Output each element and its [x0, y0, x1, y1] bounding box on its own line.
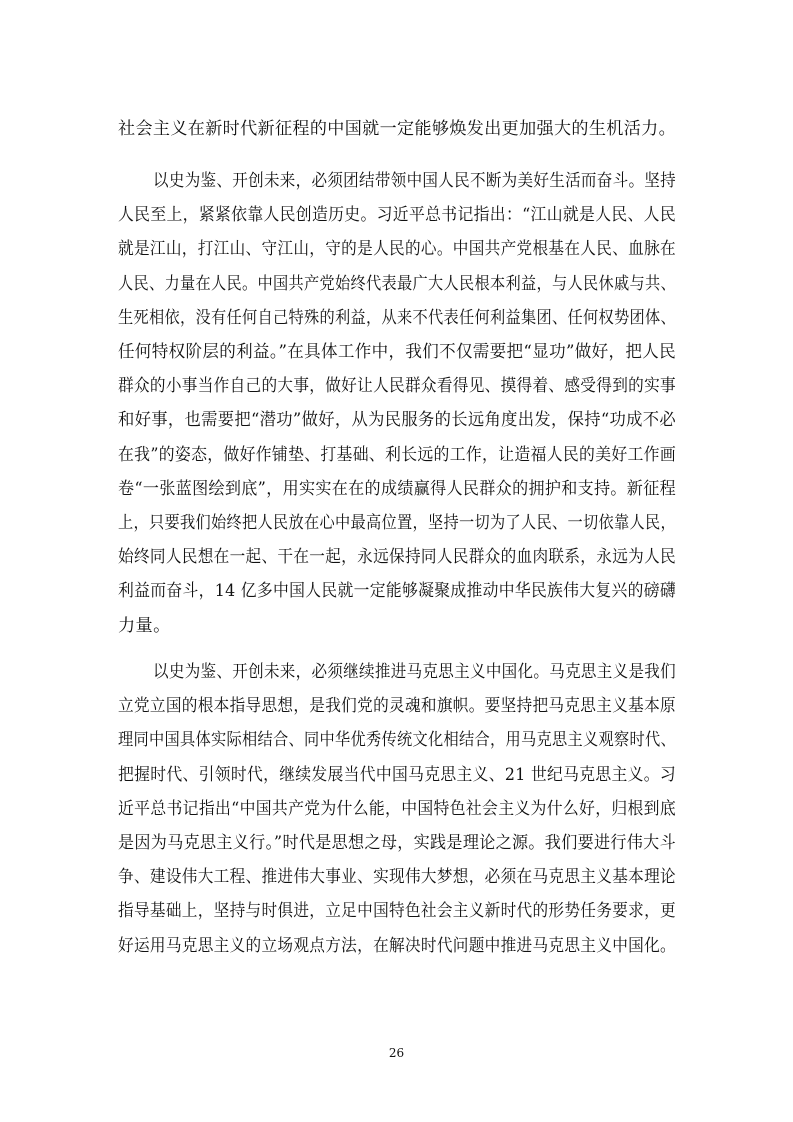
- text-line: 好运用马克思主义的立场观点方法，在解决时代问题中推进马克思主义中国化。: [118, 935, 676, 956]
- text-line: 社会主义在新时代新征程的中国就一定能够焕发出更加强大的生机活力。: [118, 119, 677, 139]
- page-number: 26: [388, 1046, 405, 1060]
- text-line: 始终同人民想在一起、干在一起，永远保持同人民群众的血肉联系，永远为人民: [118, 547, 676, 568]
- text-line: 争、建设伟大工程、推进伟大事业、实现伟大梦想，必须在马克思主义基本理论: [118, 867, 676, 888]
- text-line: 立党立国的根本指导思想，是我们党的灵魂和旗帜。要坚持把马克思主义基本原: [118, 696, 676, 717]
- text-line: 以史为鉴、开创未来，必须团结带领中国人民不断为美好生活而奋斗。坚持: [153, 171, 677, 191]
- text-line: 生死相依，没有任何自己特殊的利益，从来不代表任何利益集团、任何权势团体、: [118, 307, 676, 328]
- text-line: 力量。: [118, 615, 171, 636]
- text-line: 和好事，也需要把“潜功”做好，从为民服务的长远角度出发，保持“功成不必: [118, 410, 677, 431]
- text-line: 人民至上，紧紧依靠人民创造历史。习近平总书记指出：“江山就是人民、人民: [118, 205, 677, 226]
- text-line: 就是江山，打江山、守江山，守的是人民的心。中国共产党根基在人民、血脉在: [118, 239, 676, 260]
- text-line: 理同中国具体实际相结合、同中华优秀传统文化相结合，用马克思主义观察时代、: [118, 730, 676, 751]
- text-line: 群众的小事当作自己的大事，做好让人民群众看得见、摸得着、感受得到的实事: [118, 376, 676, 397]
- text-line: 利益而奋斗，14 亿多中国人民就一定能够凝聚成推动中华民族伟大复兴的磅礴: [118, 581, 677, 602]
- text-line: 把握时代、引领时代，继续发展当代中国马克思主义、21 世纪马克思主义。习: [118, 764, 677, 785]
- text-line: 是因为马克思主义行。”时代是思想之母，实践是理论之源。我们要进行伟大斗: [118, 833, 676, 853]
- text-line: 任何特权阶层的利益。”在具体工作中，我们不仅需要把“显功”做好，把人民: [118, 342, 676, 362]
- text-line: 上，只要我们始终把人民放在心中最高位置，坚持一切为了人民、一切依靠人民，: [118, 513, 676, 533]
- text-line: 以史为鉴、开创未来，必须继续推进马克思主义中国化。马克思主义是我们: [153, 662, 677, 682]
- text-line: 人民、力量在人民。中国共产党始终代表最广大人民根本利益，与人民休戚与共、: [118, 273, 676, 294]
- text-line: 在我”的姿态，做好作铺垫、打基础、利长远的工作，让造福人民的美好工作画: [118, 444, 677, 465]
- text-line: 卷“一张蓝图绘到底”，用实实在在的成绩赢得人民群众的拥护和支持。新征程: [118, 478, 676, 499]
- text-line: 近平总书记指出“中国共产党为什么能，中国特色社会主义为什么好，归根到底: [118, 798, 677, 819]
- text-line: 指导基础上，坚持与时俱进，立足中国特色社会主义新时代的形势任务要求，更: [118, 901, 676, 922]
